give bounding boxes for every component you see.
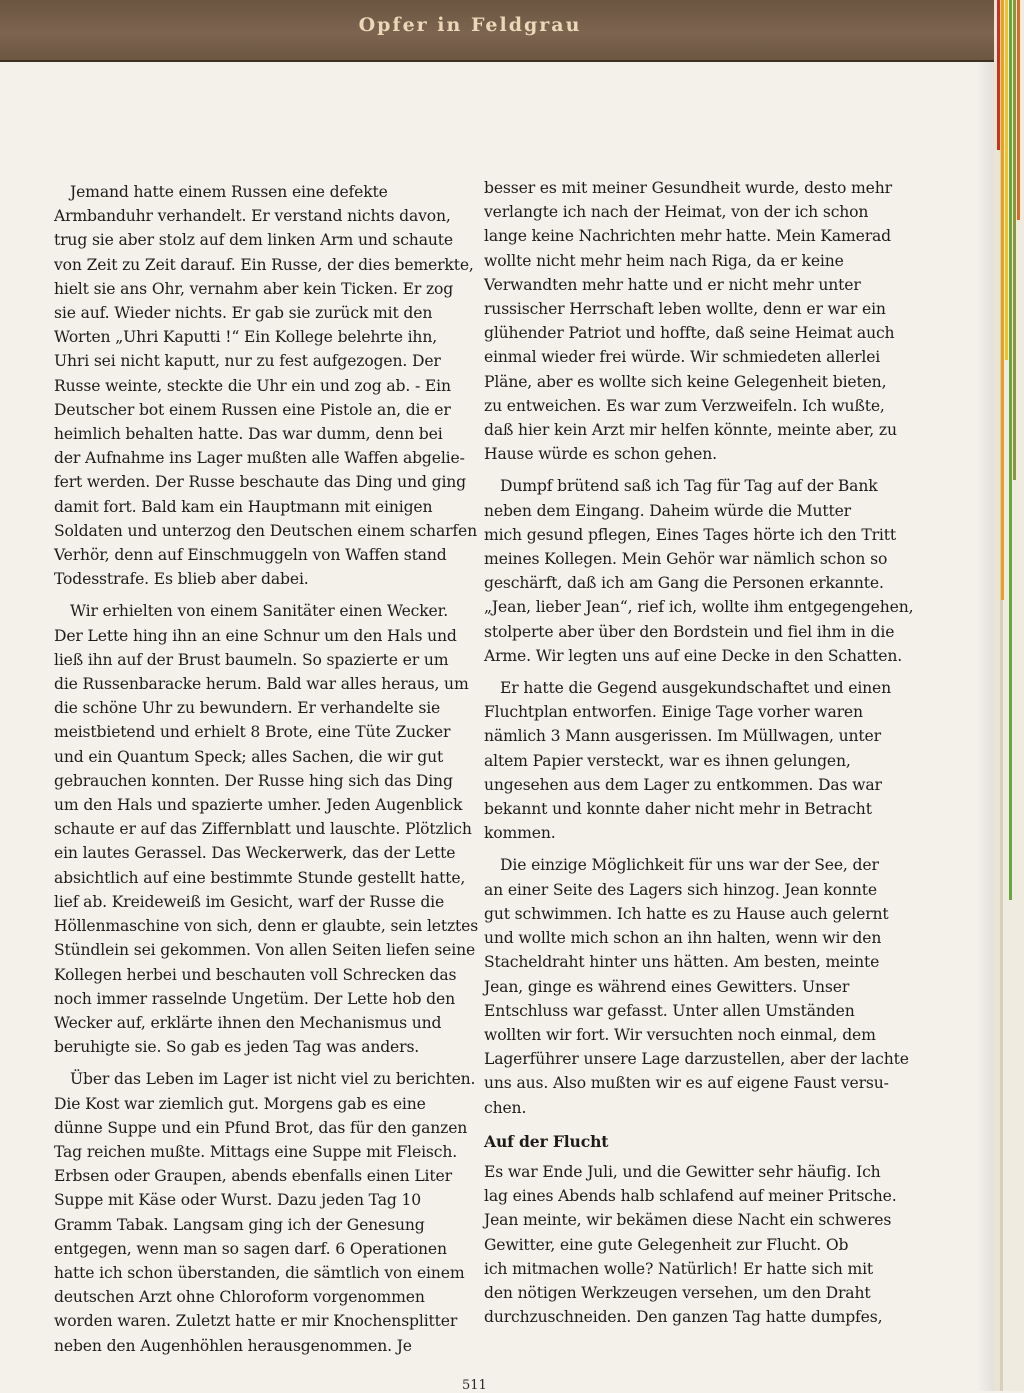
text-line: daß hier kein Arzt mir helfen könnte, meinte aber, zu xyxy=(484,421,897,440)
text-line: bekannt und konnte daher nicht mehr in Betracht xyxy=(484,800,872,819)
text-line: meistbietend und erhielt 8 Brote, eine Tüte Zucker xyxy=(54,723,451,742)
text-line: hielt sie ans Ohr, vernahm aber kein Ticken. Er zog xyxy=(54,279,454,298)
text-line: kommen. xyxy=(484,824,556,843)
text-line: Wecker auf, erklärte ihnen den Mechanismus und xyxy=(54,1013,442,1032)
text-line: ließ ihn auf der Brust baumeln. So spazierte er um xyxy=(54,650,449,669)
right-column-body xyxy=(484,176,914,1120)
text-line: neben den Augenhöhlen herausgenommen. Je xyxy=(54,1336,412,1355)
text-line: Verhör, denn auf Einschmuggeln von Waffen stand xyxy=(54,546,447,565)
running-header xyxy=(0,0,1000,62)
text-line: deutschen Arzt ohne Chloroform vorgenommen xyxy=(54,1288,425,1307)
text-line: russischer Herrschaft leben wollte, denn er war ein xyxy=(484,300,886,319)
section-body xyxy=(484,1160,897,1329)
paragraph-gap xyxy=(54,591,454,599)
text-line: beruhigte sie. So gab es jeden Tag was anders. xyxy=(54,1038,420,1057)
text-line: an einer Seite des Lagers sich hinzog. Jean konnte xyxy=(484,880,877,899)
text-line: Russe weinte, steckte die Uhr ein und zog ab. - Ein xyxy=(54,376,451,395)
text-line: die Russenbaracke herum. Bald war alles heraus, um xyxy=(54,675,469,694)
text-line: Die Kost war ziemlich gut. Morgens gab es eine xyxy=(54,1094,426,1113)
text-line: mich gesund pflegen, Eines Tages hörte ich den Tritt xyxy=(484,525,896,544)
page-number: 511 xyxy=(462,1378,487,1393)
text-line: worden waren. Zuletzt hatte er mir Knochensplitter xyxy=(54,1312,458,1331)
text-line: Tag reichen mußte. Mittags eine Suppe mit Fleisch. xyxy=(54,1142,458,1161)
paragraph-gap xyxy=(484,466,878,474)
text-line: ein lautes Gerassel. Das Weckerwerk, das der Lette xyxy=(54,844,456,863)
text-line: damit fort. Bald kam ein Hauptmann mit einigen xyxy=(54,497,433,516)
edge-color-strip xyxy=(1001,0,1004,600)
text-line: und wollte mich schon an ihn halten, wenn wir den xyxy=(484,929,882,948)
text-line: von Zeit zu Zeit darauf. Ein Russe, der dies bemerkte, xyxy=(54,255,474,274)
text-line: gut schwimmen. Ich hatte es zu Hause auch gelernt xyxy=(484,904,889,923)
text-line: ich mitmachen wolle? Natürlich! Er hatte sich mit xyxy=(484,1259,874,1278)
text-line: glühender Patriot und hoffte, daß seine Heimat auch xyxy=(484,324,895,343)
text-line: dünne Suppe und ein Pfund Brot, das für den ganzen xyxy=(54,1118,468,1137)
text-line: meines Kollegen. Mein Gehör war nämlich schon so xyxy=(484,550,888,569)
text-line: geschärft, daß ich am Gang die Personen erkannte. xyxy=(484,574,884,593)
text-line: verlangte ich nach der Heimat, von der ich schon xyxy=(484,203,869,222)
text-line: Jemand hatte einem Russen eine defekte xyxy=(70,183,388,201)
text-line: lange keine Nachrichten mehr hatte. Mein Kamerad xyxy=(484,227,891,246)
text-line: wollte nicht mehr heim nach Riga, da er keine xyxy=(484,251,844,270)
text-line: ungesehen aus dem Lager zu entkommen. Das war xyxy=(484,775,882,794)
edge-color-strip xyxy=(1013,0,1016,480)
text-line: gebrauchen konnten. Der Russe hing sich das Ding xyxy=(54,771,453,790)
text-line: noch immer rasselnde Ungetüm. Der Lette hob den xyxy=(54,989,455,1008)
text-line: chen. xyxy=(484,1098,527,1117)
text-line: Dumpf brütend saß ich Tag für Tag auf der Bank xyxy=(500,477,878,496)
text-line: lag eines Abends halb schlafend auf meiner Pritsche. xyxy=(484,1187,897,1206)
text-line: zu entweichen. Es war zum Verzweifeln. Ich wußte, xyxy=(484,396,885,415)
text-line: besser es mit meiner Gesundheit wurde, desto mehr xyxy=(484,179,892,197)
text-line: Lagerführer unsere Lage darzustellen, aber der lachte xyxy=(484,1050,909,1069)
section-heading: Auf der Flucht xyxy=(484,1131,609,1151)
text-line: stolperte aber über den Bordstein und fiel ihm in die xyxy=(484,622,895,641)
paragraph-gap xyxy=(484,668,878,676)
text-line: heimlich behalten hatte. Das war dumm, denn bei xyxy=(54,425,443,444)
text-line: nämlich 3 Mann ausgerissen. Im Müllwagen, unter xyxy=(484,727,881,746)
text-line: Hause würde es schon gehen. xyxy=(484,445,717,464)
text-line: der Aufnahme ins Lager mußten alle Waffen abgelie- xyxy=(54,449,465,468)
text-line: Todesstrafe. Es blieb aber dabei. xyxy=(54,570,309,589)
text-line: schaute er auf das Ziffernblatt und lauschte. Plötzlich xyxy=(54,820,472,839)
text-line: sie auf. Wieder nichts. Er gab sie zurück mit den xyxy=(54,304,433,323)
text-line: einmal wieder frei würde. Wir schmiedeten allerlei xyxy=(484,348,881,367)
text-line: Armbanduhr verhandelt. Er verstand nichts davon, xyxy=(54,207,451,226)
text-line: Wir erhielten von einem Sanitäter einen Wecker. xyxy=(70,602,449,621)
text-line: lief ab. Kreideweiß im Gesicht, warf der Russe die xyxy=(54,892,445,911)
text-line: neben dem Eingang. Daheim würde die Mutter xyxy=(484,501,851,520)
text-line: Verwandten mehr hatte und er nicht mehr unter xyxy=(484,275,861,294)
text-line: Arme. Wir legten uns auf eine Decke in den Schatten. xyxy=(484,646,903,665)
text-line: Soldaten und unterzog den Deutschen einem scharfen xyxy=(54,521,477,540)
text-line: absichtlich auf eine bestimmte Stunde gestellt hatte, xyxy=(54,868,466,887)
text-line: Jean, ginge es während eines Gewitters. Unser xyxy=(484,977,850,996)
text-line: Suppe mit Käse oder Wurst. Dazu jeden Tag 10 xyxy=(54,1191,422,1210)
text-line: Fluchtplan entworfen. Einige Tage vorher waren xyxy=(484,703,863,722)
text-line: Uhri sei nicht kaputt, nur zu fest aufgezogen. Der xyxy=(54,352,441,371)
text-line: „Jean, lieber Jean“, rief ich, wollte ihm entgegengehen, xyxy=(484,598,914,617)
text-line: Über das Leben im Lager ist nicht viel zu berichten. xyxy=(70,1070,476,1089)
text-line: Entschluss war gefasst. Unter allen Umständen xyxy=(484,1001,855,1020)
text-line: Er hatte die Gegend ausgekundschaftet und einen xyxy=(500,679,892,698)
paragraph-gap xyxy=(54,1059,454,1067)
text-line: altem Papier versteckt, war es ihnen gelungen, xyxy=(484,751,851,770)
text-line: Höllenmaschine von sich, denn er glaubte, sein letztes xyxy=(54,917,479,936)
page-edge-color-tabs xyxy=(994,0,1024,1391)
text-line: trug sie aber stolz auf dem linken Arm und schaute xyxy=(54,231,453,250)
edge-color-strip xyxy=(1005,0,1008,360)
text-line: Gramm Tabak. Langsam ging ich der Genesung xyxy=(54,1215,425,1234)
text-line: Der Lette hing ihn an eine Schnur um den Hals und xyxy=(54,626,457,645)
page-gutter-shadow xyxy=(976,62,994,1391)
text-line: Es war Ende Juli, und die Gewitter sehr häufig. Ich xyxy=(484,1162,881,1181)
running-header-title: Opfer in Feldgrau xyxy=(358,14,582,36)
text-line: Stacheldraht hinter uns hätten. Am besten, meinte xyxy=(484,953,880,972)
right-text-column xyxy=(484,176,914,1329)
left-text-column xyxy=(54,180,479,1358)
text-line: Die einzige Möglichkeit für uns war der See, der xyxy=(500,856,879,875)
text-line: und ein Quantum Speck; alles Sachen, die wir gut xyxy=(54,747,444,766)
edge-color-strip xyxy=(1017,0,1020,220)
text-line: um den Hals und spazierte umher. Jeden Augenblick xyxy=(54,796,463,815)
text-line: durchzuschneiden. Den ganzen Tag hatte dumpfes, xyxy=(484,1308,883,1327)
text-line: die schöne Uhr zu bewundern. Er verhandelte sie xyxy=(54,699,441,718)
text-line: Stündlein sei gekommen. Von allen Seiten liefen seine xyxy=(54,941,476,960)
paragraph-gap xyxy=(484,845,878,853)
text-line: Kollegen herbei und beschauten voll Schrecken das xyxy=(54,965,457,984)
text-line: den nötigen Werkzeugen versehen, um den Draht xyxy=(484,1283,871,1302)
text-line: entgegen, wenn man so sagen darf. 6 Operationen xyxy=(54,1239,447,1258)
text-line: Jean meinte, wir bekämen diese Nacht ein schweres xyxy=(484,1211,892,1230)
text-line: Gewitter, eine gute Gelegenheit zur Flucht. Ob xyxy=(484,1235,849,1254)
text-line: wollten wir fort. Wir versuchten noch einmal, dem xyxy=(484,1025,876,1044)
edge-color-strip xyxy=(1009,0,1012,900)
text-line: Worten „Uhri Kaputti !“ Ein Kollege belehrte ihn, xyxy=(54,328,438,347)
edge-color-strip xyxy=(997,0,1000,150)
text-line: hatte ich schon überstanden, die sämtlich von einem xyxy=(54,1263,465,1282)
text-line: Pläne, aber es wollte sich keine Gelegenheit bieten, xyxy=(484,372,887,391)
text-line: Deutscher bot einem Russen eine Pistole an, die er xyxy=(54,400,451,419)
text-line: uns aus. Also mußten wir es auf eigene Faust versu- xyxy=(484,1074,889,1093)
text-line: Erbsen oder Graupen, abends ebenfalls einen Liter xyxy=(54,1167,452,1186)
text-line: fert werden. Der Russe beschaute das Ding und ging xyxy=(54,473,467,492)
